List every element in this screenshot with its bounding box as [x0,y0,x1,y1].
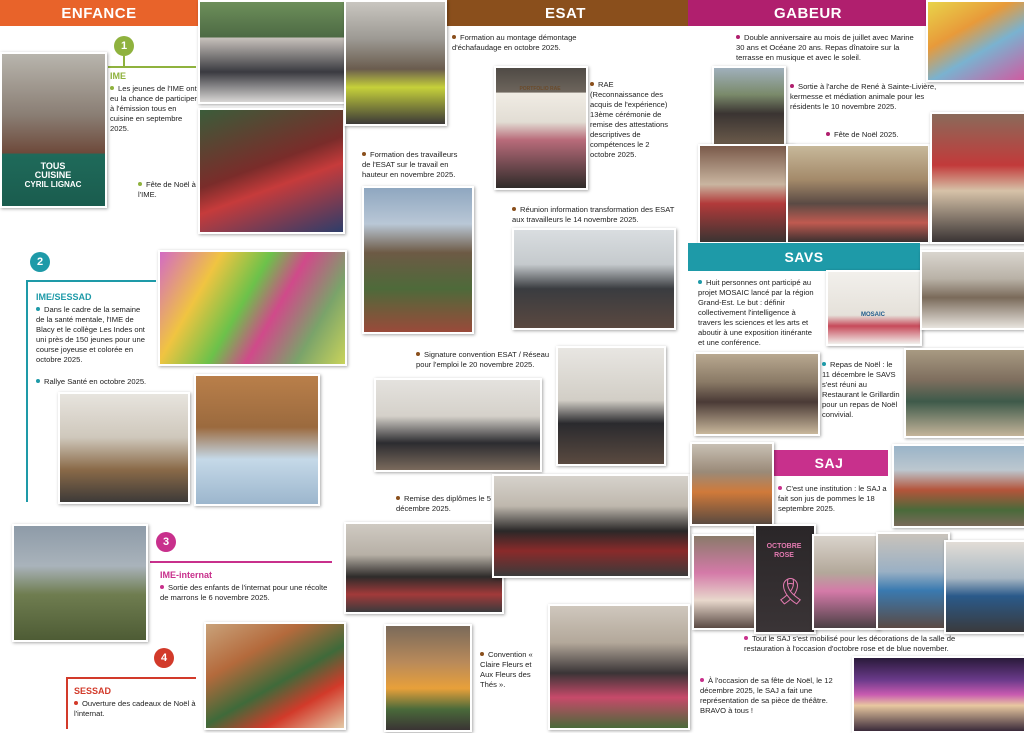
octobre-rose-sign: OCTOBRE ROSE [766,543,802,559]
esat-header: ESAT [443,0,688,26]
photo-mosaic-table [920,250,1024,330]
esat-text-rae: RAE (Reconnaissance des acquis de l'expérience) 13ème cérémonie de remise des attestations descriptives de compétences le 2 octobre 2025. [590,80,669,159]
photo-diplomes-2 [492,474,690,578]
photo-color-run [158,250,347,366]
photo-anniversaire [926,0,1024,82]
photo-signature-1 [374,378,542,472]
photo-octobre-rose-2 [754,524,816,634]
section-number-2: 2 [30,252,50,272]
banner-line-3: CYRIL LIGNAC [24,180,82,189]
saj-header: SAJ [770,450,888,476]
photo-rallye-1 [58,392,190,504]
photo-blue-november-1 [876,532,950,630]
section-1-rule [108,66,196,68]
gabeur-text-noel: Fête de Noël 2025. [826,130,916,140]
photo-hauteur [362,186,474,334]
photo-signature-2 [556,346,666,466]
section-title-ime: IME [110,71,127,81]
photo-jus-pommes-1 [690,442,774,526]
gabeur-text-arche: Sortie à l'arche de René à Sainte-Livière, kermesse et médiation animale pour les résidents le 10 novembre 2025. [790,82,937,111]
esat-text-echafaudage: Formation au montage démontage d'échafaudage en octobre 2025. [452,33,577,52]
ime-text-2: Fête de Noël à l'IME. [138,180,196,199]
banner-line-2: CUISINE [34,170,72,180]
photo-arche [712,66,786,146]
photo-reunion [512,228,676,330]
saj-text-theatre: À l'occasion de sa fête de Noël, le 12 décembre 2025, le SAJ a fait une représentation de sa pièce de théâtre. BRAVO à tous ! [700,676,833,715]
photo-theatre [852,656,1024,733]
section-2-vline [26,280,28,502]
photo-jus-pommes-2 [892,444,1024,528]
sessad-text-1: Dans le cadre de la semaine de la santé mentale, l'IME de Blacy et le collège Les Indes ont uni près de 150 jeunes pour une course joyeuse et colorée en octobre 2025. [36,305,145,364]
photo-marrons [12,524,148,642]
photo-repas-savs-2 [904,348,1024,438]
saj-text-jus: C'est une institution : le SAJ a fait son jus de pommes le 18 septembre 2025. [778,484,887,513]
section-title-sessad: SESSAD [74,686,112,696]
photo-rae [494,66,588,190]
sessad-text-2: Rallye Santé en octobre 2025. [36,377,156,387]
section-2-rule [26,280,156,282]
photo-octobre-rose-3 [812,534,880,630]
gabeur-text-anniversaire: Double anniversaire au mois de juillet avec Marine 30 ans et Océane 20 ans. Repas dînatoire sur la terrasse en musique et avec le soleil. [736,33,914,62]
esat-text-fleurs: Convention « Claire Fleurs et Aux Fleurs des Thés ». [480,650,533,689]
photo-octobre-rose-1 [692,534,760,630]
photo-gabeur-noel-2 [786,144,930,244]
rae-screen-title: PORTFOLIO RAE [519,86,561,92]
photo-ime-cuisine [0,52,107,208]
pink-ribbon-icon: 🎗 [774,576,808,606]
photo-fleurs-2 [548,604,690,730]
mosaic-poster-title: MOSAIC [861,312,885,318]
esat-text-reunion: Réunion information transformation des ESAT aux travailleurs le 14 novembre 2025. [512,205,675,224]
savs-text-mosaic: Huit personnes ont participé au projet MOSAIC lancé par la région Grand-Est. Le but : définir collectivement l'intelligence à travers les sciences et les arts et aboutir à une exposition itinérante et une conférence. [698,278,814,347]
photo-cadeaux [204,622,346,730]
section-number-4: 4 [154,648,174,668]
cuisine-banner [8,162,98,189]
section-4-vline [66,677,68,729]
photo-rallye-2 [194,374,320,506]
photo-mosaic-poster [826,270,922,346]
gabeur-header: GABEUR [688,0,928,26]
saj-text-decorations: Tout le SAJ s'est mobilisé pour les décorations de la salle de restauration à l'occasion d'octobre rose et de blue november. [744,634,956,653]
photo-diplomes-1 [344,522,504,614]
section-title-ime-sessad: IME/SESSAD [36,292,92,302]
photo-ime-noel [198,108,345,234]
ime-text-1: Les jeunes de l'IME ont eu la chance de participer à l'émission tous en cuisine en septembre 2025. [110,84,197,133]
photo-repas-savs-1 [694,352,820,436]
section-title-ime-internat: IME-internat [160,570,213,580]
photo-gabeur-noel-3 [930,112,1024,244]
photo-fleurs-1 [384,624,472,732]
section-number-1: 1 [114,36,134,56]
esat-text-diplomes: Remise des diplômes le 5 décembre 2025. [396,494,491,513]
sessad-cadeaux-text: Ouverture des cadeaux de Noël à l'internat. [74,699,196,718]
section-1-line [123,56,125,66]
esat-text-signature: Signature convention ESAT / Réseau pour l'emploi le 20 novembre 2025. [416,350,550,369]
photo-gabeur-noel-1 [698,144,794,244]
internat-text: Sortie des enfants de l'internat pour une récolte de marrons le 6 novembre 2025. [160,583,328,602]
section-number-3: 3 [156,532,176,552]
savs-text-repas: Repas de Noël : le 11 décembre le SAVS s'est réuni au Restaurant le Grillardin pour un repas de Noël convivial. [822,360,900,419]
savs-header: SAVS [688,243,920,271]
enfance-header: ENFANCE [0,0,198,26]
photo-blue-november-2 [944,540,1024,634]
photo-echafaudage [344,0,447,126]
photo-ime-group [198,0,347,104]
section-4-rule [66,677,196,679]
section-3-rule [150,561,332,563]
esat-text-hauteur: Formation des travailleurs de l'ESAT sur le travail en hauteur en novembre 2025. [362,150,458,179]
banner-line-1: TOUS [40,161,66,171]
